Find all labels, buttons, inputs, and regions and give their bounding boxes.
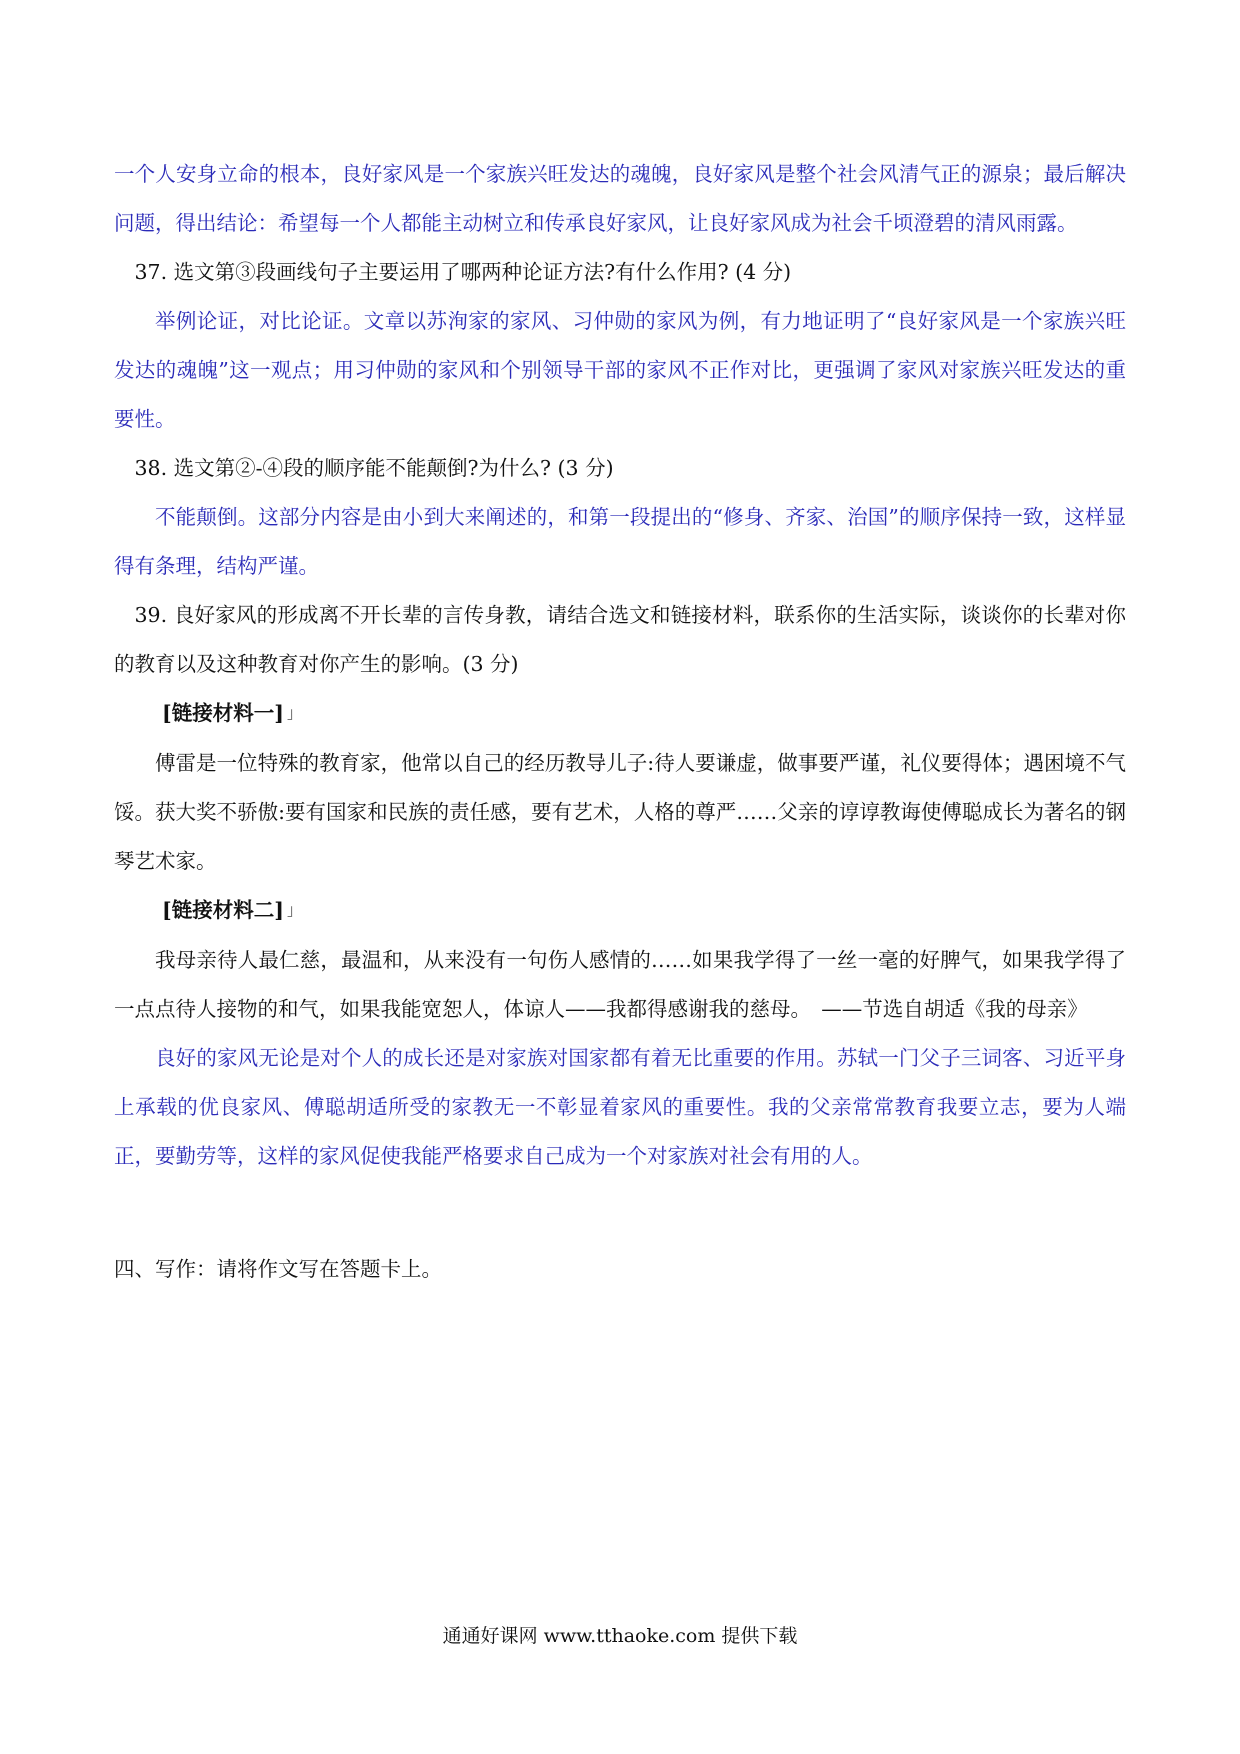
page-footer: 通通好课网 www.tthaoke.com 提供下载 bbox=[442, 1625, 798, 1647]
material-1-text: 傅雷是一位特殊的教育家，他常以自己的经历教导儿子:待人要谦虚，做事要严谨，礼仪要得体；遇困境不气馁。获大奖不骄傲:要有国家和民族的责任感，要有艺术，人格的尊严……父亲的谆谆教诲使傅聪成长为著名的钢琴艺术家。 bbox=[114, 751, 1126, 873]
answer-38: 不能颠倒。这部分内容是由小到大来阐述的，和第一段提出的“修身、齐家、治国”的顺序保持一致，这样显得有条理，结构严谨。 bbox=[114, 505, 1126, 578]
answer-39: 良好的家风无论是对个人的成长还是对家族对国家都有着无比重要的作用。苏轼一门父子三词客、习近平身上承载的优良家风、傅聪胡适所受的家教无一不彰显着家风的重要性。我的父亲常常教育我要立志，要为人端正，要勤劳等，这样的家风促使我能严格要求自己成为一个对家族对社会有用的人。 bbox=[114, 1046, 1126, 1168]
heading-mark-icon: ˩ bbox=[285, 902, 294, 921]
answer-36-continuation: 一个人安身立命的根本，良好家风是一个家族兴旺发达的魂魄，良好家风是整个社会风清气正的源泉；最后解决问题，得出结论：希望每一个人都能主动树立和传承良好家风，让良好家风成为社会千顷澄碧的清风雨露。 bbox=[114, 162, 1126, 235]
heading-mark-icon: ˩ bbox=[285, 705, 294, 724]
section-4-writing: 四、写作：请将作文写在答题卡上。 bbox=[114, 1257, 442, 1281]
question-37: 37. 选文第③段画线句子主要运用了哪两种论证方法?有什么作用? (4 分) bbox=[134, 260, 792, 284]
document-body bbox=[114, 150, 1126, 1294]
material-1-heading bbox=[114, 689, 1126, 739]
question-38: 38. 选文第②-④段的顺序能不能颠倒?为什么? (3 分) bbox=[134, 456, 614, 480]
material-2-heading-text: [链接材料二] bbox=[162, 898, 284, 922]
material-1-heading-text: [链接材料一] bbox=[162, 701, 284, 725]
answer-37: 举例论证，对比论证。文章以苏洵家的家风、习仲勋的家风为例，有力地证明了“良好家风是一个家族兴旺发达的魂魄”这一观点；用习仲勋的家风和个别领导干部的家风不正作对比，更强调了家风对家族兴旺发达的重要性。 bbox=[114, 309, 1126, 431]
material-2-text: 我母亲待人最仁慈，最温和，从来没有一句伤人感情的……如果我学得了一丝一毫的好脾气，如果我学得了一点点待人接物的和气，如果我能宽恕人，体谅人——我都得感谢我的慈母。 ——节选自胡适《我的母亲》 bbox=[114, 948, 1126, 1021]
question-39: 39. 良好家风的形成离不开长辈的言传身教，请结合选文和链接材料，联系你的生活实际，谈谈你的长辈对你的教育以及这种教育对你产生的影响。(3 分) bbox=[114, 603, 1126, 676]
material-2-heading bbox=[114, 886, 1126, 936]
